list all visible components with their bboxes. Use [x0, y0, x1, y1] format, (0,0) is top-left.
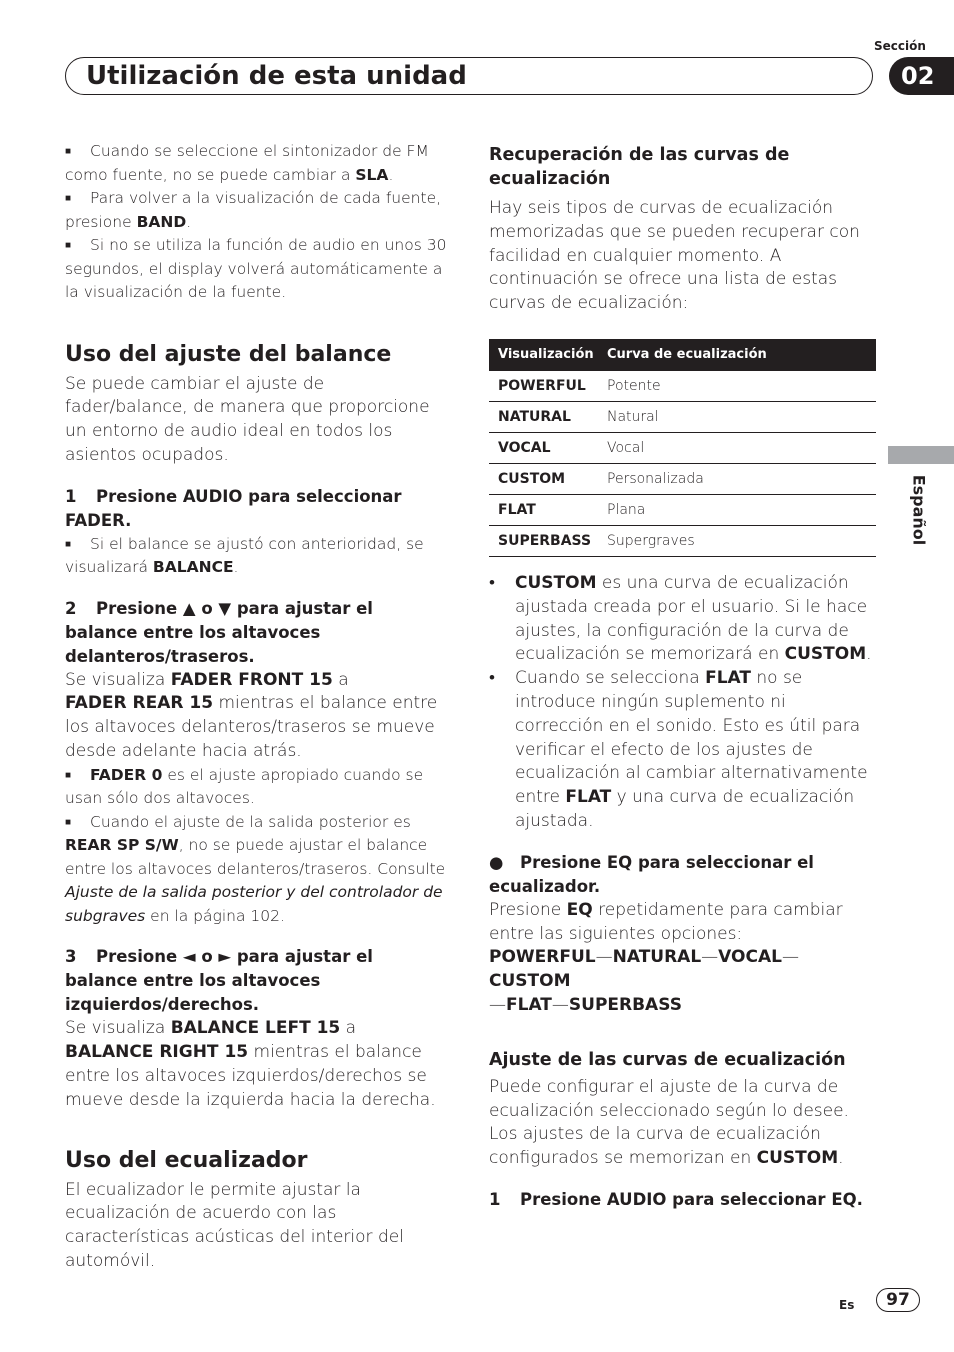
eq-options: POWERFUL—NATURAL—VOCAL—CUSTOM —FLAT—SUPERBASS	[489, 947, 799, 1015]
bullet-dot-icon: •	[489, 668, 495, 689]
note-1: ■ Cuando se seleccione el sintonizador de FM como fuente, no se puede cambiar a SLA.	[65, 142, 429, 184]
table-row: FLAT Plana	[489, 494, 876, 525]
cross-reference-link[interactable]: Ajuste de la salida posterior y del controlador de subgraves	[65, 883, 443, 925]
square-bullet-icon: ■	[65, 146, 72, 157]
table-row: POWERFUL Potente	[489, 371, 876, 402]
table-header-display: Visualización	[489, 339, 598, 371]
left-column	[65, 140, 450, 1274]
square-bullet-icon: ■	[65, 538, 72, 550]
balance-step-1: 1 Presione AUDIO para seleccionar FADER.	[65, 486, 402, 530]
page-title: Utilización de esta unidad	[86, 61, 467, 91]
balance-intro: Se puede cambiar el ajuste de fader/balance, de manera que proporcione un entorno de audio ideal en todos los asientos ocupados.	[65, 373, 430, 465]
eq-heading: Uso del ecualizador	[65, 1147, 308, 1173]
table-header-row	[489, 339, 876, 371]
footer-lang: Es	[839, 1298, 855, 1312]
balance-step-1-note: ■ Si el balance se ajustó con anterioridad, se visualizará BALANCE.	[65, 534, 424, 577]
square-bullet-icon: ■	[65, 769, 72, 781]
note-2: ■ Para volver a la visualización de cada fuente, presione BAND.	[65, 189, 442, 231]
table-row: VOCAL Vocal	[489, 432, 876, 463]
square-bullet-icon: ■	[65, 193, 72, 204]
bullet-custom: • CUSTOM es una curva de ecualización ajustada creada por el usuario. Si le hace ajustes, la configuración de la curva de ecualización se memorizará en CUSTOM.	[489, 572, 872, 665]
balance-step-2-note-2: ■ Cuando el ajuste de la salida posterior es REAR SP S/W, no se puede ajustar el balance entre los altavoces delanteros/traseros. Consulte Ajuste de la salida posterior y del controlador de subgraves en la página 102.	[65, 812, 446, 925]
language-tab	[888, 446, 954, 464]
balance-step-2-body: Se visualiza FADER FRONT 15 a FADER REAR 15 mientras el balance entre los altavoces delanteros/traseros se mueve desde adelante hacia atrás.	[65, 669, 438, 762]
balance-step-2: 2 Presione ▲ o ▼ para ajustar el balance entre los altavoces delanteros/traseros.	[65, 598, 373, 666]
page-number: 97	[876, 1288, 920, 1312]
section-badge: 02	[889, 57, 954, 95]
balance-heading: Uso del ajuste del balance	[65, 341, 392, 367]
eq-intro: El ecualizador le permite ajustar la ecualización de acuerdo con las características acústicas del interior del automóvil.	[65, 1179, 404, 1271]
eq-select-step: ● Presione EQ para seleccionar el ecualizador.	[489, 852, 814, 896]
adjust-heading: Ajuste de las curvas de ecualización	[489, 1049, 846, 1070]
bullet-flat: • Cuando se selecciona FLAT no se introduce ningún suplemento ni corrección en el sonido. Esto es útil para verificar el efecto de los ajustes de ecualización al cambiar alternativamente entre FLAT y una curva de ecualización ajustada.	[489, 668, 868, 831]
header-bar	[65, 57, 873, 95]
eq-select-body: Presione EQ repetidamente para cambiar entre las siguientes opciones:	[489, 899, 843, 944]
recall-heading: Recuperación de las curvas de ecualización	[489, 145, 790, 189]
note-3: ■ Si no se utiliza la función de audio en unos 30 segundos, el display volverá automáticamente a la visualización de la fuente.	[65, 236, 447, 301]
table-row: NATURAL Natural	[489, 401, 876, 432]
adjust-step-1: 1 Presione AUDIO para seleccionar EQ.	[489, 1189, 863, 1209]
step-dot-icon: ●	[489, 852, 504, 872]
right-column	[489, 140, 876, 1212]
table-header-curve: Curva de ecualización	[598, 339, 876, 371]
table-row: CUSTOM Personalizada	[489, 463, 876, 494]
seccion-label: Sección	[874, 39, 926, 53]
language-label: Español	[909, 474, 929, 546]
balance-step-3: 3 Presione ◄ o ► para ajustar el balance entre los altavoces izquierdos/derechos.	[65, 947, 373, 1015]
adjust-intro: Puede configurar el ajuste de la curva de ecualización seleccionado según lo desee. Los ajustes de la curva de ecualización configurados se memorizan en CUSTOM.	[489, 1076, 849, 1169]
balance-step-2-note-1: ■ FADER 0 es el ajuste apropiado cuando se usan sólo dos altavoces.	[65, 765, 424, 808]
bullet-dot-icon: •	[489, 572, 495, 593]
square-bullet-icon: ■	[65, 240, 72, 251]
balance-step-3-body: Se visualiza BALANCE LEFT 15 a BALANCE RIGHT 15 mientras el balance entre los altavoces izquierdos/derechos se mueve desde la izquierda hacia la derecha.	[65, 1018, 436, 1110]
table-row: SUPERBASS Supergraves	[489, 525, 876, 556]
eq-curves-table	[489, 339, 876, 557]
recall-intro: Hay seis tipos de curvas de ecualización memorizadas que se pueden recuperar con facilidad en cualquier momento. A continuación se ofrece una lista de estas curvas de ecualización:	[489, 198, 860, 314]
square-bullet-icon: ■	[65, 816, 72, 828]
